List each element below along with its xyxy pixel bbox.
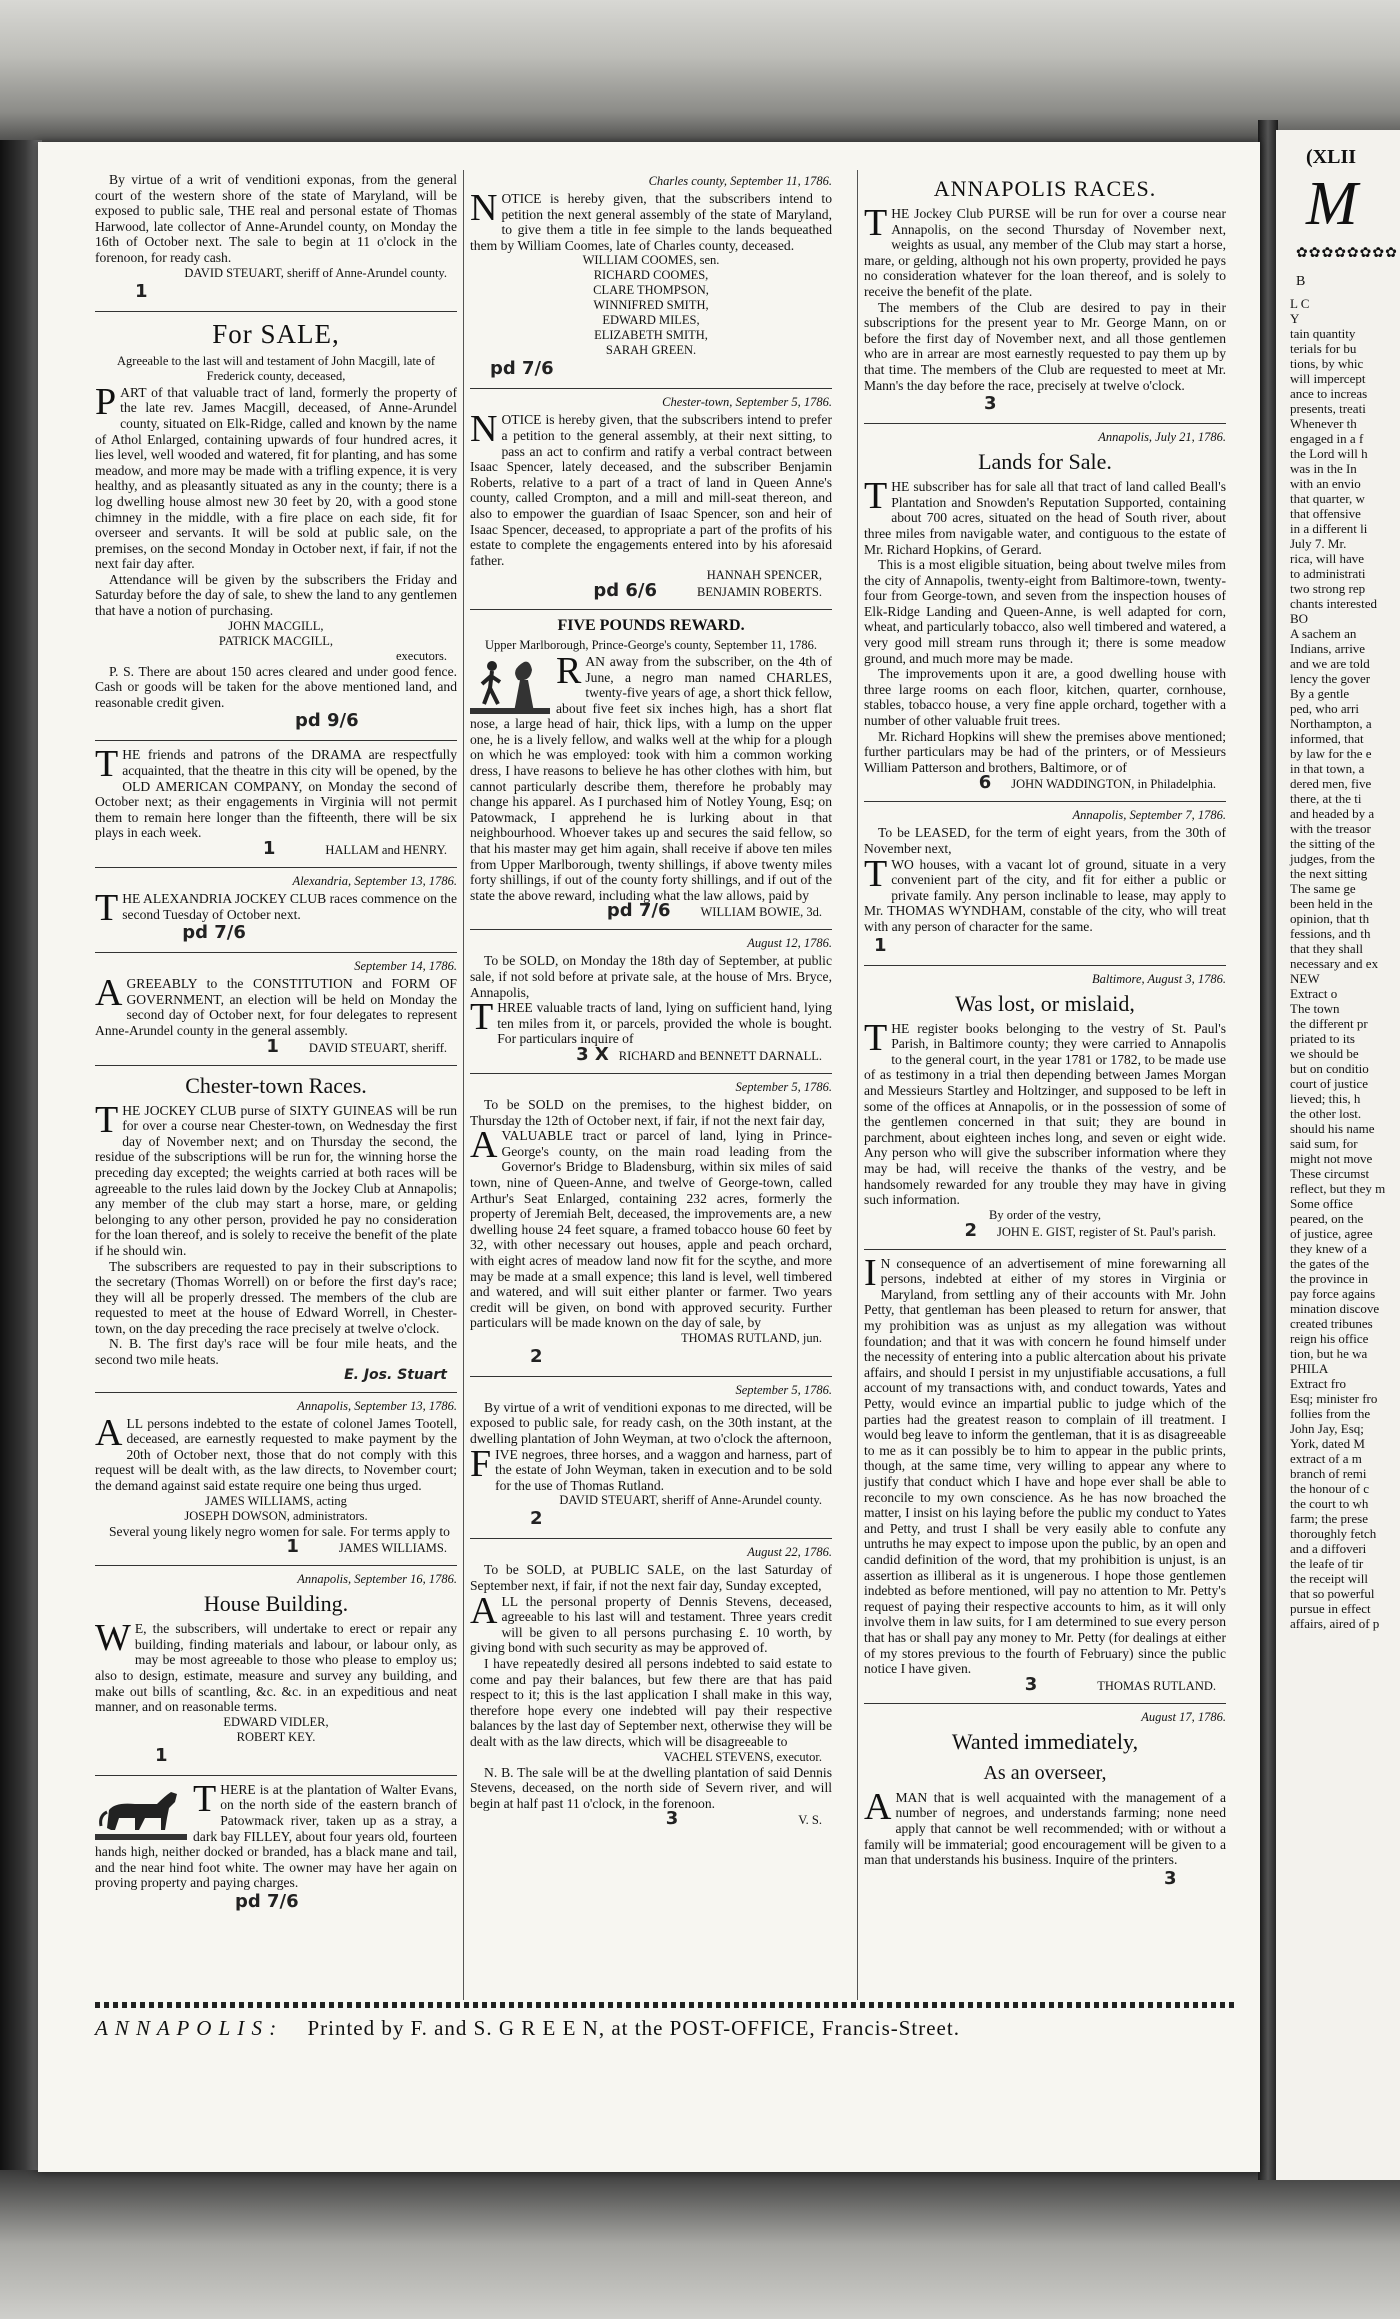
ad-signature: EDWARD VIDLER, <box>223 1714 329 1729</box>
adjacent-page-line: opinion, that th <box>1290 911 1370 926</box>
adjacent-page-line: chants interested <box>1290 596 1377 611</box>
adjacent-page-line: the honour of c <box>1290 1481 1370 1496</box>
adjacent-page-line: lieved; this, h <box>1290 1091 1361 1106</box>
column-2 <box>470 172 832 2002</box>
adjacent-page-line: informed, that <box>1290 731 1364 746</box>
ad-signature: DAVID STEUART, sheriff. <box>308 1040 447 1055</box>
adjacent-page-line: and a diffoveri <box>1290 1541 1367 1556</box>
adjacent-page-header: (XLII <box>1306 146 1357 168</box>
ad-signature: JAMES WILLIAMS, acting <box>205 1493 347 1508</box>
handwritten-mark: pd 7/6 <box>490 358 554 380</box>
adjacent-page-line: rica, will have <box>1290 551 1364 566</box>
drop-cap: A <box>864 1785 892 1828</box>
ad-text: OTICE is hereby given, that the subscribers intend to prefer a petition to the general assembly, at their next sitting, to pass an act to confirm and ratify a verbal contract between Isaac Spencer, lately deceased, and the subscriber Benjamin Roberts, relative to a part of a tract of land in Queen Anne's county, called Crompton, and a mill and mill-seat thereon, and also to empower the guardian of Isaac Spencer, son and heir of Isaac Spencer, deceased, to appropriate a part of the profits of his estate to complete the engagements entered into by his aforesaid father. <box>470 412 832 568</box>
adjacent-page-line: terials for bu <box>1290 341 1357 356</box>
ad-weyman-execution <box>470 1383 832 1530</box>
drop-cap: T <box>864 475 888 518</box>
ad-text: To be SOLD, on Monday the 18th day of September, at public sale, if not sold before at private sale, at the house of Mrs. Bryce, Annapolis, <box>470 953 832 1000</box>
ad-text: HE Jockey Club PURSE will be run for over a course near Annapolis, on the second Thursday of November next, weights as usual, any member of the Club may start a horse, mare, or gelding, although not his own property, provided he pays no consideration whatever for the loan thereof, and is solely to receive the benefit of the plate. <box>864 206 1226 299</box>
adjacent-page-line: said sum, for <box>1290 1136 1358 1151</box>
divider <box>864 423 1226 424</box>
printer-imprint <box>95 2016 1235 2041</box>
handwritten-mark: 3 <box>1024 1673 1038 1695</box>
ad-text: HERE is at the plantation of Walter Evans, on the north side of the eastern branch of Patowmack river, taken up as a stray, a dark bay FILLEY, about four years old, fourteen hands high, neither docked or branded, has a black mane and tail, and the near hind foot white. The owner may have her again on proving property and paying charges. <box>95 1781 457 1891</box>
imprint-printer: Printed by F. and S. G R E E N, at the POST-OFFICE, Francis-Street. <box>307 2016 960 2040</box>
drop-cap: I <box>864 1251 877 1294</box>
handwritten-mark: pd 7/6 <box>235 1890 299 1912</box>
ad-signature: BENJAMIN ROBERTS. <box>697 585 822 600</box>
adjacent-page-line: there, at the ti <box>1290 791 1362 806</box>
ad-text: E, the subscribers, will undertake to erect or repair any building, finding materials and labour, or labour only, as may be most agreeable to those who please to employ us; also to design, estimate, measure and survey any building, and make out bills of scantling, &c. &c. in an expeditious and neat manner, and on reasonable terms. <box>95 1621 457 1715</box>
adjacent-page-text <box>1276 296 1400 1631</box>
ad-signature: JOHN E. GIST, register of St. Paul's parish. <box>996 1224 1216 1239</box>
column-rule <box>463 170 464 2000</box>
ad-text: This is a most eligible situation, being about twelve miles from the city of Annapolis, twenty-eight from Baltimore-town, twenty-four from George-town, and seven from the inspection houses of Elk-Ridge Landing and Queen-Anne, is well adapted for corn, wheat, and particularly tobacco, also well timbered and watered, a very good mill stream runs through it; there is some meadow ground, and much more may be made. <box>864 557 1226 666</box>
ad-signature-role: executors. <box>395 648 447 663</box>
drop-cap: T <box>193 1777 217 1820</box>
column-rule <box>857 170 858 2000</box>
divider <box>95 1775 457 1776</box>
drop-cap: T <box>95 887 119 929</box>
ad-signature: HALLAM and HENRY. <box>325 843 447 857</box>
ad-dateline: Annapolis, July 21, 1786. <box>1098 430 1226 445</box>
drop-cap: T <box>864 1016 888 1059</box>
ad-house-building <box>95 1572 457 1766</box>
drop-cap: A <box>95 1411 123 1454</box>
ad-election <box>95 959 457 1055</box>
adjacent-page-line: reflect, but they m <box>1290 1181 1386 1196</box>
drop-cap: T <box>95 743 119 786</box>
ad-text: HREE valuable tracts of land, lying on sufficient hand, lying ten miles from it, or parcels, provided the whole is bought. For particulars inquire of <box>497 1000 832 1047</box>
ad-text: LL the personal property of Dennis Stevens, deceased, agreeable to his last will and testament. Three years credit will be given to all persons purchasing £. 10 worth, by giving bond with such security as may be approved of. <box>470 1593 832 1656</box>
adjacent-page-line: necessary and ex <box>1290 956 1379 971</box>
ad-dateline: Annapolis, September 13, 1786. <box>297 1398 457 1413</box>
ad-signature-list <box>470 253 832 358</box>
ad-text: Mr. Richard Hopkins will shew the premises above mentioned; further particulars may be had of the printers, or of Messieurs William Patterson and brothers, Baltimore, or of <box>864 728 1226 775</box>
ad-runaway-reward <box>470 616 832 920</box>
ad-signature: CLARE THOMPSON, <box>593 283 709 298</box>
ad-rutland-notice <box>864 1251 1226 1695</box>
handwritten-mark: 1 <box>262 838 276 859</box>
adjacent-page-line: tions, by whic <box>1290 356 1364 371</box>
adjacent-page-line: tain quantity <box>1290 326 1356 341</box>
drop-cap: T <box>95 1098 119 1141</box>
adjacent-page-line: Esq; minister fro <box>1290 1391 1378 1406</box>
drop-cap: W <box>95 1617 131 1660</box>
adjacent-page-line: in a different li <box>1290 521 1368 536</box>
drop-cap: P <box>95 380 117 423</box>
drop-cap: N <box>470 408 498 451</box>
column-1 <box>95 172 457 2002</box>
adjacent-page-line: that they shall <box>1290 941 1363 956</box>
scan-shadow-bottom <box>0 2170 1400 2319</box>
ad-for-sale-macgill <box>95 318 457 732</box>
divider <box>470 1376 832 1377</box>
handwritten-mark: 3 X <box>576 1043 609 1065</box>
ad-dateline: Chester-town, September 5, 1786. <box>662 395 832 410</box>
ad-signature: ROBERT KEY. <box>236 1729 316 1744</box>
ad-text: ART of that valuable tract of land, formerly the property of the late rev. James Macgill, deceased, of Anne-Arundel county, situated on Elk-Ridge, called and known by the name of Athol Enlarged, containing upwards of four hundred acres, it lies level, well wooded and watered, fit for planting, and has some meadow, and more may be made with a trifling expence, it is very healthy, and as pleasantly situated as any in the county; there is a log dwelling house almost new 30 feet by 20, with a good stone chimney in the middle, with a fire place on each side, fit for overseer and servants. It will be sold at public sale, on the premises, on the second Monday in October next, if fair, if not the next fair day after. <box>95 384 457 572</box>
handwritten-mark: 2 <box>964 1219 977 1241</box>
adjacent-page-line: the different pr <box>1290 1016 1368 1031</box>
ad-text: By virtue of a writ of venditioni exponas, from the general court of the western shore of the state of Maryland, will be exposed to public sale, THE real and personal estate of Thomas Harwood, late collector of Anne-Arundel county, on Monday the 16th of October next. The sale to begin at 11 o'clock in the forenoon, for ready cash. <box>95 172 457 265</box>
divider <box>864 1703 1226 1704</box>
ad-signature: DAVID STEUART, sheriff of Anne-Arundel county. <box>559 1493 822 1508</box>
adjacent-page-line: mination discove <box>1290 1301 1380 1316</box>
ad-text: OTICE is hereby given, that the subscribers intend to petition the next general assembly of the state of Maryland, to give them a title in fee simple to the lands bequeathed them by William Coomes, late of Charles county, deceased. <box>470 191 832 253</box>
adjacent-page-line: judges, from the <box>1290 851 1375 866</box>
adjacent-page-line: they knew of a <box>1290 1241 1367 1256</box>
adjacent-page-line: pay force agains <box>1290 1286 1376 1301</box>
ad-subheading: Agreeable to the last will and testament of John Macgill, late of Frederick county, deceased, <box>117 353 435 384</box>
ad-signature: RICHARD COOMES, <box>593 268 709 283</box>
adjacent-page-line: the receipt will <box>1290 1571 1368 1586</box>
ad-dateline: August 17, 1786. <box>1141 1709 1226 1724</box>
ad-note: N. B. The first day's race will be four mile heats, and the second two mile heats. <box>95 1336 457 1368</box>
adjacent-page-line: fessions, and th <box>1290 926 1371 941</box>
divider <box>470 609 832 610</box>
handwritten-mark: 3 <box>665 1808 679 1830</box>
ad-text: MAN that is well acquainted with the management of a number of negroes, and understands farming; none need apply that cannot be well recommended; with or without a family will be immaterial; good encouragement will be given to a man that understands his business. Inquire of the printers. <box>864 1789 1226 1868</box>
divider <box>95 1065 457 1066</box>
ad-heading: Chester-town Races. <box>185 1072 367 1098</box>
ornamental-footer-rule <box>95 2002 1235 2008</box>
divider <box>95 740 457 741</box>
ad-harwood-estate <box>95 172 457 302</box>
ad-dateline: September 14, 1786. <box>354 959 457 974</box>
ad-dateline: Baltimore, August 3, 1786. <box>1091 971 1226 986</box>
ad-text: By virtue of a writ of venditioni exponas to me directed, will be exposed to public sale, for ready cash, on the 30th instant, at the dwelling plantation of John Weyman, at two o'clock the afternoon, <box>470 1399 832 1447</box>
drop-cap: T <box>864 852 888 895</box>
ad-signature: VACHEL STEVENS, executor. <box>663 1749 822 1764</box>
ad-text: To be SOLD, at PUBLIC SALE, on the last Saturday of September next, if fair, if not the next fair day, Sunday excepted, <box>470 1562 832 1594</box>
adjacent-page-line: farm; the prese <box>1290 1511 1368 1526</box>
adjacent-page-line: the leafe of tir <box>1290 1556 1364 1571</box>
adjacent-page-masthead-letter: M <box>1306 170 1358 238</box>
drop-cap: N <box>470 187 498 229</box>
adjacent-page-line: Y <box>1290 311 1300 326</box>
adjacent-page-line: extract of a m <box>1290 1451 1362 1466</box>
adjacent-page-line: the Lord will h <box>1290 446 1368 461</box>
adjacent-page-line: The town <box>1290 1001 1340 1016</box>
adjacent-page-line: created tribunes <box>1290 1316 1373 1331</box>
adjacent-page-line: Extract o <box>1290 986 1338 1001</box>
ad-tootell-estate <box>95 1399 457 1557</box>
ad-dateline: August 22, 1786. <box>747 1545 832 1560</box>
drop-cap: R <box>556 649 582 692</box>
adjacent-page-line: presents, treati <box>1290 401 1366 416</box>
ad-lands-for-sale <box>864 430 1226 792</box>
adjacent-page-line: was in the In <box>1290 461 1357 476</box>
handwritten-mark: 6 <box>978 772 992 794</box>
scan-shadow-top <box>0 0 1400 160</box>
adjacent-page-line: By a gentle <box>1290 686 1350 701</box>
adjacent-page-line: with an envio <box>1290 476 1361 491</box>
ad-heading: Wanted immediately, <box>951 1728 1139 1754</box>
adjacent-page-line: that quarter, w <box>1290 491 1365 506</box>
divider <box>470 1073 832 1074</box>
adjacent-page-line: branch of remi <box>1290 1466 1367 1481</box>
ad-heading: For SALE, <box>212 318 340 349</box>
ad-signature: THOMAS RUTLAND. <box>1097 1678 1216 1693</box>
ad-text: HE ALEXANDRIA JOCKEY CLUB races commence on the second Tuesday of October next. <box>122 891 457 922</box>
adjacent-page-line: we should be <box>1290 1046 1359 1061</box>
adjacent-page-ornament-rule: ✿✿✿✿✿✿✿✿ <box>1296 246 1398 261</box>
ad-dateline: August 12, 1786. <box>747 936 832 951</box>
adjacent-page-line: York, dated M <box>1290 1436 1365 1451</box>
adjacent-page-line: Indians, arrive <box>1290 641 1366 656</box>
adjacent-page-line: might not move <box>1290 1151 1373 1166</box>
ad-text: HE subscriber has for sale all that tract of land called Beall's Plantation and Snowden's Reputation Supported, containing about 700 acres, situated on the head of South river, about three miles from navigable water, and contiguous to the estate of Mr. Richard Hopkins, of Gerard. <box>864 479 1226 557</box>
adjacent-page-line: ance to increas <box>1290 386 1368 401</box>
divider <box>95 1565 457 1566</box>
ad-heading: Was lost, or mislaid, <box>955 990 1135 1016</box>
adjacent-page-line: John Jay, Esq; <box>1290 1421 1364 1436</box>
divider <box>864 801 1226 802</box>
ad-signature: JOSEPH DOWSON, administrators. <box>184 1508 368 1523</box>
adjacent-page-line: by law for the e <box>1290 746 1372 761</box>
adjacent-page-line: PHILA <box>1290 1361 1329 1376</box>
adjacent-page <box>1276 130 1400 2180</box>
handwritten-mark: 1 <box>155 1744 168 1766</box>
adjacent-page-line: Extract fro <box>1290 1376 1346 1391</box>
adjacent-page-line: reign his office <box>1290 1331 1369 1346</box>
ad-signature: DAVID STEUART, sheriff of Anne-Arundel county. <box>184 265 447 280</box>
drop-cap: A <box>95 972 123 1015</box>
ad-subheading: As an overseer, <box>983 1761 1107 1784</box>
adjacent-page-line: to administrati <box>1290 566 1366 581</box>
handwritten-mark: 1 <box>874 934 887 956</box>
ad-signature: JAMES WILLIAMS. <box>338 1541 447 1556</box>
ad-lost-register-books <box>864 972 1226 1240</box>
ad-text: IVE negroes, three horses, and a waggon and harness, part of the estate of John Weyman, taken in execution and to be sold for the use of Thomas Rutland. <box>495 1446 832 1493</box>
ad-signature: PATRICK MACGILL, <box>218 633 334 648</box>
adjacent-page-line: Some office <box>1290 1196 1353 1211</box>
ad-signature: THOMAS RUTLAND, jun. <box>681 1330 822 1345</box>
adjacent-page-line: Northampton, a <box>1290 716 1372 731</box>
ad-text: To be LEASED, for the term of eight years, from the 30th of November next, <box>864 825 1226 856</box>
adjacent-page-line: The same ge <box>1290 881 1356 896</box>
ad-text: AN away from the subscriber, on the 4th of June, a negro man named CHARLES, twenty-five years of age, a short thick fellow, about five feet six inches high, has a short flat nose, a large head of hair, thick lips, with a lump on the upper one, he is a lively fellow, and walks well at the whip for a plough on which he was employed: took with him a common working dress, I have reasons to believe he has other clothes with him, but cannot particularly describe them, therefore he probably may change his apparel. As I purchased him of Notley Young, Esq; on Patowmack, I apprehend he is lurking about in that neighbourhood. Whoever takes up and secures the said fellow, so that his master may get him again, shall receive if above ten miles from Upper Marlborough, twenty shillings, if above twenty miles forty shillings, if out of the county forty shillings, and if out of the state the above reward, including what the law allows, paid by <box>470 653 832 903</box>
adjacent-page-line: These circumst <box>1290 1166 1370 1181</box>
ad-signature: EDWARD MILES, <box>602 313 700 328</box>
handwritten-mark: 2 <box>530 1508 543 1530</box>
adjacent-page-line: the gates of the <box>1290 1256 1370 1271</box>
divider <box>864 1249 1226 1250</box>
handwritten-mark: 3 <box>984 393 997 415</box>
column-3 <box>864 172 1226 2002</box>
divider <box>95 1392 457 1393</box>
ad-belt-land <box>470 1080 832 1367</box>
ad-stevens-sale <box>470 1545 832 1828</box>
ad-drama <box>95 743 457 859</box>
adjacent-page-line: priated to its <box>1290 1031 1355 1046</box>
adjacent-page-line: dered men, five <box>1290 776 1372 791</box>
ad-dateline: Annapolis, September 16, 1786. <box>297 1572 457 1587</box>
adjacent-page-line: and we are told <box>1290 656 1370 671</box>
adjacent-page-line: the province in <box>1290 1271 1368 1286</box>
handwritten-mark: 1 <box>266 1035 279 1057</box>
adjacent-page-line: with the treasor <box>1290 821 1371 836</box>
adjacent-page-drop-letter: B <box>1296 274 1307 289</box>
adjacent-page-line: court of justice <box>1290 1076 1368 1091</box>
divider <box>95 311 457 312</box>
ad-text: LL persons indebted to the estate of colonel James Tootell, deceased, are earnestly requested to make payment by the 20th of October next, those that do not comply with this request will be dealt with, as the law directs, to November court; the demand against said estate require one being thus urged. <box>95 1415 457 1494</box>
handwritten-mark: pd 7/6 <box>606 900 671 922</box>
adjacent-page-line: of justice, agree <box>1290 1226 1373 1241</box>
adjacent-page-line: A sachem an <box>1290 626 1357 641</box>
ad-text: VALUABLE tract or parcel of land, lying in Prince-George's county, on the main road leading from the Governor's Bridge to Bladensburg, within six miles of said town, nine of Queen-Anne, and twelve of George-town, called Arthur's Seat Enlarged, containing 232 acres, formerly the property of Jeremiah Belt, deceased, the improvements are, a new dwelling house 24 feet square, a framed tobacco house 60 feet by 32, with other necessary out houses, apple and peach orchard, with eight acres of meadow land now fit for the scythe, and more may be made at a small expence; this land is level, well timbered and watered, and will suit either planter or farmer. Two years credit will be given, on bond with approved security. Further particulars will be made known on the day of sale, by <box>470 1128 832 1331</box>
ad-text: Several young likely negro women for sale. For terms apply to <box>109 1523 450 1539</box>
ad-signature: HANNAH SPENCER, <box>706 568 822 583</box>
ad-heading: ANNAPOLIS RACES. <box>933 176 1157 201</box>
ad-annapolis-races <box>864 175 1226 414</box>
adjacent-page-line: L C <box>1290 296 1310 311</box>
ad-signature: WILLIAM BOWIE, 3d. <box>700 905 822 920</box>
ad-text: The members of the Club are desired to pay in their subscriptions for the present year to Mr. George Mann, on or before the first day of November next, and all those gentlemen who are in arrear are most earnestly requested to pay them up by that time. The members of the Club are requested to meet at Mr. Mann's the day before the race, precisely at twelve o'clock. <box>864 299 1226 393</box>
horse-woodcut-icon <box>95 1784 187 1842</box>
adjacent-page-line: engaged in a f <box>1290 431 1364 446</box>
handwritten-mark: E. Jos. Stuart <box>344 1366 447 1383</box>
adjacent-page-line: should his name <box>1290 1121 1375 1136</box>
ad-text: HE JOCKEY CLUB purse of SIXTY GUINEAS will be run for over a course near Chester-town, on Wednesday the first day of November next; and on Thursday the second, the residue of the subscriptions will be run for, the winning horse the preceding day excepted; the weights carried at both races will be agreeable to the rules laid down by the Jockey Club at Annapolis; any member of the club may start a horse, mare, or gelding belonging to any other person, provided he pay no consideration for the loan thereof, and is solely to receive the benefit of the plate if he should win. <box>95 1102 457 1258</box>
ad-dateline: September 5, 1786. <box>735 1382 832 1397</box>
handwritten-mark: 2 <box>530 1345 543 1367</box>
ad-signature: WILLIAM COOMES, sen. <box>582 253 720 268</box>
drop-cap: F <box>470 1442 492 1485</box>
ad-signature: WINNIFRED SMITH, <box>593 298 709 313</box>
ad-signature: RICHARD and BENNETT DARNALL. <box>618 1048 822 1063</box>
adjacent-page-line: BO <box>1290 611 1309 626</box>
adjacent-page-line: thoroughly fetch <box>1290 1526 1377 1541</box>
ad-text: By order of the vestry, <box>988 1207 1101 1222</box>
ad-coomes-petition <box>470 174 832 379</box>
handwritten-mark: 1 <box>286 1536 299 1558</box>
adjacent-page-line: the court to wh <box>1290 1496 1369 1511</box>
ad-chestertown-races <box>95 1072 457 1383</box>
adjacent-page-line: and headed by a <box>1290 806 1375 821</box>
handwritten-mark: pd 9/6 <box>295 710 359 732</box>
drop-cap: A <box>470 1589 498 1632</box>
adjacent-page-line: the next sitting <box>1290 866 1368 881</box>
divider <box>95 867 457 868</box>
drop-cap: A <box>470 1124 498 1167</box>
divider <box>470 929 832 930</box>
adjacent-page-line: ped, who arri <box>1290 701 1359 716</box>
ad-text: HE register books belonging to the vestry of St. Paul's Parish, in Baltimore county; they were carried to Annapolis to the general court, in the year 1781 or 1782, to be made use of as testimony in a trial then depending between James Morgan and Messieurs Startley and Holtzinger, and supposed to be left in some of the offices at Annapolis, or in the possession of some of the gentlemen concerned in that suit; they are bound in parchment, about eighteen inches long, and seven or eight wide. Any person who will give the subscriber information where they may be had, will receive the thanks of the vestry, and be handsomely rewarded for any trouble they may have in giving such information. <box>864 1020 1226 1208</box>
divider <box>864 965 1226 966</box>
ad-dateline: Charles county, September 11, 1786. <box>648 174 832 188</box>
adjacent-page-line: two strong rep <box>1290 581 1366 596</box>
ad-alexandria-races <box>95 874 457 943</box>
adjacent-page-line: will impercept <box>1290 371 1366 386</box>
handwritten-mark: 1 <box>135 280 148 302</box>
scan-binding-edge <box>0 140 42 2180</box>
ad-heading: Lands for Sale. <box>978 449 1112 475</box>
adjacent-page-line: that offensive <box>1290 506 1361 521</box>
ad-text: HE friends and patrons of the DRAMA are respectfully acquainted, that the theatre in this city will be opened, by the OLD AMERICAN COMPANY, on Monday the second of October next; as their engagements in Virginia will not permit them to remain here longer than the fifteenth, there will be six plays in each week. <box>95 747 457 841</box>
divider <box>470 388 832 389</box>
ad-wanted-overseer <box>864 1710 1226 1889</box>
ad-signature: ELIZABETH SMITH, <box>594 328 708 343</box>
ad-spencer-petition <box>470 395 832 600</box>
ad-text: The improvements upon it are, a good dwelling house with three large rooms on each floor, kitchen, quarter, cornhouse, stables, tobacco house, a very fine apple orchard, together with a number of other valuable fruit trees. <box>864 666 1226 729</box>
adjacent-page-line: peared, on the <box>1290 1211 1364 1226</box>
adjacent-page-line: follies from the <box>1290 1406 1371 1421</box>
ad-text: I have repeatedly desired all persons indebted to said estate to come and pay their balances, but few there are that has paid respect to it; this is the last application I shall make in this way, therefore hope every one indebted will pay their respective balances by the last day of September next, otherwise they will be dealt with as the law directs, which will be disagreeable to <box>470 1656 832 1749</box>
adjacent-page-line: lency the gover <box>1290 671 1371 686</box>
adjacent-page-line: been held in the <box>1290 896 1373 911</box>
adjacent-page-line: the other lost. <box>1290 1106 1362 1121</box>
ad-houses-to-lease <box>864 808 1226 955</box>
ad-postscript: P. S. There are about 150 acres cleared and under good fence. Cash or goods will be taken for the above mentioned land, and reasonable credit given. <box>95 663 457 710</box>
drop-cap: T <box>470 996 494 1039</box>
adjacent-page-line: in that town, a <box>1290 761 1365 776</box>
divider <box>95 952 457 953</box>
adjacent-page-line: NEW <box>1290 971 1320 986</box>
ad-note: N. B. The sale will be at the dwelling plantation of said Dennis Stevens, deceased, on the north side of Severn river, and will begin at half past 11 o'clock, in the forenoon. <box>470 1764 832 1811</box>
adjacent-page-line: but on conditio <box>1290 1061 1369 1076</box>
ad-signature: SARAH GREEN. <box>605 343 697 358</box>
page-gutter <box>1258 120 1278 2180</box>
handwritten-mark: pd 6/6 <box>593 580 658 602</box>
ad-dateline: Annapolis, September 7, 1786. <box>1072 808 1226 823</box>
ad-stray-filley <box>95 1777 457 1912</box>
adjacent-page-line: that so powerful <box>1290 1586 1375 1601</box>
ad-signature: JOHN WADDINGTON, in Philadelphia. <box>1011 777 1216 792</box>
ad-dateline: Alexandria, September 13, 1786. <box>292 874 457 888</box>
ad-text: To be SOLD on the premises, to the highest bidder, on Thursday the 12th of October next, if fair, if not the next fair day, <box>470 1096 832 1128</box>
divider <box>470 1538 832 1539</box>
ad-text: GREEABLY to the CONSTITUTION and FORM OF GOVERNMENT, an election will be held on Monday the second day of October next, for four delegates to represent Anne-Arundel county in the general assembly. <box>95 976 457 1038</box>
ad-signature: JOHN MACGILL, <box>228 618 324 633</box>
adjacent-page-line: pursue in effect <box>1290 1601 1371 1616</box>
handwritten-mark: pd 7/6 <box>182 922 246 944</box>
ad-heading: FIVE POUNDS REWARD. <box>557 617 745 635</box>
ad-initials: V. S. <box>798 1813 822 1828</box>
drop-cap: T <box>864 202 888 244</box>
ad-text: Attendance will be given by the subscribers the Friday and Saturday before the day of sale, to shew the land to any gentlemen that have a notion of purchasing. <box>95 571 457 619</box>
ad-dateline: Upper Marlborough, Prince-George's county, September 11, 1786. <box>485 638 817 653</box>
runaway-woodcut-icon <box>470 656 550 714</box>
adjacent-page-line: the sitting of the <box>1290 836 1375 851</box>
adjacent-page-line: July 7. Mr. <box>1290 536 1347 551</box>
ad-heading: House Building. <box>203 1591 349 1617</box>
adjacent-page-line: tion, but he wa <box>1290 1346 1368 1361</box>
adjacent-page-line: affairs, aired of p <box>1290 1616 1380 1631</box>
adjacent-page-line: Whenever th <box>1290 416 1357 431</box>
handwritten-mark: 3 <box>1164 1867 1177 1889</box>
ad-text: WO houses, with a vacant lot of ground, situate in a very convenient part of the city, and fit for either a public or private family. Any person inclinable to lease, may apply to Mr. THOMAS WYNDHAM, constable of the city, who will treat with any person of character for the same. <box>864 856 1226 934</box>
ad-darnall-lands <box>470 936 832 1064</box>
ad-text: The subscribers are requested to pay in their subscriptions to the secretary (Thomas Worrell) on or before the first day's race; they will all be properly dressed. The members of the club are requested to meet at the house of Edward Worrell, in Chester-town, on the day preceding the race precisely at twelve o'clock. <box>95 1258 457 1336</box>
ad-dateline: September 5, 1786. <box>735 1079 832 1094</box>
ad-text: N consequence of an advertisement of mine forewarning all persons, indebted at either of my stores in Virginia or Maryland, from settling any of their accounts with Mr. John Petty, that gentleman has been pleased to return for answer, that my prohibition was as unjust as my allegation was without foundation; and that it was with concern he found himself under the necessity of entering into a public altercation about his private affairs, and should I persist in my unjustifiable accusations, a full account of my transactions with, and conduct towards, Yates and Petty, would evince an impartial public to judge which of the parties had the greatest reason to complain of ill treatment. I would beg leave to inform the gentleman, that it is as disagreeable to me as it can possibly be to him to appear in the public prints, though, at the same time, very willing to appear any where to justify that conduct which I have and hope ever shall be able to reconcile to my own conscience. As he has now broached the matter, I insist on his laying before the public my conduct to Yates and Petty, and trust I shall be very easily able to confute any untruths he may expect to impose upon the public, by an open and candid definition of the word, that my prohibition is unjust, is an assertion as illiberal as it is ungenerous. I hope those gentlemen indebted as before mentioned, will pay no attention to Mr. Petty's request of paying their respective accounts to him, as it will only involve them in law suits, for I am determined to sue every person that has or shall pay any money to Mr. Petty (for dealings at either of my stores previous to the fourth of February) since the public notice I have given. <box>864 1255 1226 1677</box>
imprint-city: A N N A P O L I S : <box>95 2016 278 2040</box>
